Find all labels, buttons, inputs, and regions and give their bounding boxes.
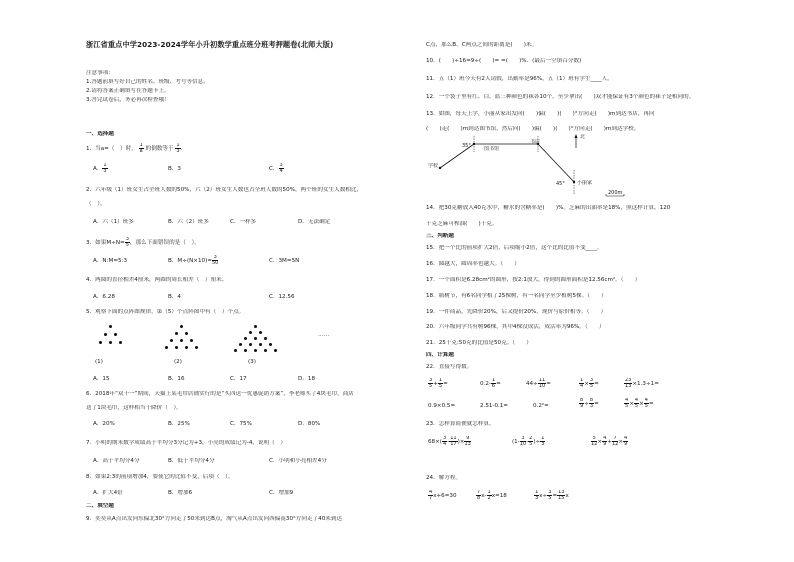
section-choice-heading: 一、选择题 (86, 131, 114, 137)
notice-item: 2.请将答案正确填写在答题卡上。 (86, 88, 170, 94)
option-c: C．小明和小亮相差4分 (269, 458, 327, 464)
section-judge-heading: 三、判断题 (426, 233, 454, 239)
label-home: 小丽家 (577, 180, 593, 186)
option-c: C．一样多 (230, 219, 257, 225)
option-d: D．18 (298, 376, 316, 382)
question-7: 7．小明的期末数学成绩高于平均分3分记为+3，小亮的成绩记为-4，说明（ ） (86, 440, 286, 446)
option-b: B．4 (168, 294, 181, 300)
fraction: $\frac{1}{a}$ (139, 143, 143, 154)
pattern-label: (2) (174, 359, 182, 365)
label-north: 北 (580, 134, 586, 140)
question-24: 24．解方程。 (426, 475, 462, 481)
dot-pattern-3 (238, 325, 278, 355)
option-c: C． $\frac{3}{4}$ (269, 163, 283, 174)
option-a: A．高于平均分4分 (93, 458, 140, 464)
question-3: 3．如果M÷N= $\frac{3}{5}$ ，那么下面错误的是（ ）。 (86, 237, 200, 248)
option-c: C．3M=5N (269, 258, 300, 264)
notice-heading: 注意事项: (86, 70, 111, 76)
label-angle-35: 35° (462, 143, 471, 149)
fraction: $\frac{1}{3}$ (176, 143, 180, 154)
pattern-label: (1) (95, 359, 103, 365)
equation-item: $\frac{4}{7}$ x+6=30 (429, 490, 457, 501)
simplify-item: (1- $\frac{3}{10}$ - $\frac{2}{5}$ )÷ $\frac{1}{3}$ (512, 436, 545, 447)
question-21: 21．25千克:50克的比值是50克。（ ） (426, 340, 532, 346)
question-1: 1．当a=（ ）时， $\frac{1}{a}$ 的倒数等于 $\frac{1}{3}$ . (86, 143, 183, 154)
option-c: C．增加9 (269, 490, 294, 496)
option-a: A．六（1）班多 (93, 219, 134, 225)
question-1-text: 1．当a=（ ）时， (86, 146, 137, 152)
calc-item: 2.51-0.1= (480, 403, 509, 409)
question-10: 10．( )÷16=9÷( )= =( )%．(最后一空填百分数) (426, 58, 582, 64)
calc-item: 44÷ $\frac{11}{10}$ = (526, 378, 551, 389)
option-a: A．6.28 (93, 294, 115, 300)
label-scale: 200m (608, 190, 623, 196)
option-b: B．增加6 (168, 490, 193, 496)
question-4: 4．两圆的直径相差4厘米，两圆的周长相差（ ）厘米。 (86, 277, 228, 283)
label-angle-45: 45° (556, 181, 565, 187)
section-fill-heading: 二、填空题 (86, 503, 114, 509)
question-15: 15．把一个比的前项扩大2倍，后项缩小2倍，这个比的比值不变____。 (426, 245, 603, 251)
calc-item: 0.2- $\frac{1}{6}$ = (480, 378, 501, 389)
label-library: 图书馆 (484, 146, 500, 152)
option-b: B．3 (168, 166, 181, 172)
question-23: 23．怎样算简便就怎样算。 (426, 421, 495, 427)
calc-item: $\frac{3}{5}$ + $\frac{1}{5}$ = (429, 378, 448, 389)
question-18: 18．瓶树节，有6名同学植了25棵树，有一名同学至少植树5棵。（ ） (426, 293, 607, 299)
question-9-continued: C点，那么B、C两点之间的距离是( )米。 (426, 42, 538, 48)
question-2-line2: （ ）。 (86, 201, 106, 207)
question-16: 16．圆越大，圆周率也越大。（ ） (426, 261, 520, 267)
option-c: C．17 (230, 376, 247, 382)
question-8: 8．如果2:3的前项增加4，要使它的比值不变，后项（ ）。 (86, 474, 234, 480)
equation-item: $\frac{7}{8}$ x- $\frac{1}{2}$ x=18 (477, 490, 507, 501)
calc-item: 0.9×0.5= (428, 403, 456, 409)
option-b: B．16 (168, 376, 185, 382)
option-a: A．20% (93, 421, 115, 427)
route-bookstore-home (538, 144, 574, 182)
option-d: D．无法确定 (298, 219, 331, 225)
calc-item: 0.2²= (533, 403, 549, 409)
ellipsis: …… (318, 332, 330, 338)
option-a: A． $\frac{1}{3}$ (93, 163, 107, 174)
calc-item: $\frac{1}{4}$ × $\frac{3}{5}$ = (580, 378, 599, 389)
question-13-line2: ( )走( )m到达图书馆，然后向( )偏( )( )°方向走( )m到达学校。 (426, 126, 640, 132)
question-2: 2．六年级（1）班女生占全班人数的50%，六（2）班女生人数也占全班人数的50%，两个班的女生人数相比， (86, 187, 363, 193)
question-14-line2: 千克芝麻可榨油( )千克。 (426, 221, 498, 227)
label-bookstore: 书店 (530, 139, 541, 145)
question-12: 12．一个袋子里有红、白、蓝三种颜色的袜各10个，至少拿出( )双才能保证有3个颜色的袜子是相同的。 (426, 94, 695, 100)
question-6: 6．2018年“双十一”期间，天猫上某毛巾店铺实行的是“买四送一优惠促销方案”，李老师买了4块毛巾，商店 (86, 391, 354, 397)
dot-pattern-2 (168, 325, 198, 353)
notice-item: 1.答题前填写好自己的姓名、班级、考号等信息。 (86, 79, 209, 85)
dot-pattern-1 (101, 325, 121, 345)
option-b: B．低于平均分4分 (168, 458, 215, 464)
option-a: A．扩大4倍 (93, 490, 123, 496)
exam-title: 浙江省重点中学2023-2024学年小升初数学重点班分班考押题卷(北师大版) (86, 40, 334, 49)
option-b: B．六（2）班多 (168, 219, 209, 225)
question-6-line2: 送了1块毛巾，这样相当于降价（ ）。 (86, 405, 182, 411)
pattern-label: (3) (248, 359, 256, 365)
simplify-item: $\frac{5}{12}$ × $\frac{4}{9}$ + $\frac{7}{12}$ × $\frac{4}{9}$ (591, 436, 628, 447)
question-5: 5．观察下面的点阵图规律，第（5）个点阵图中有（ ）个点。 (86, 309, 245, 315)
option-c: C．12.56 (269, 294, 295, 300)
question-13: 13．如图，每天上学，小丽从家出发向( )偏( )( )°方向走( )m到达书店，再向 (426, 111, 655, 117)
question-9: 9．奕奕从A点出发向东偏北30°方向走了50米到达B点，淘气从A点出发向西偏南30°方向走了40米到达 (86, 516, 343, 522)
calc-item: $\frac{23}{13}$ ×1.3÷1= (625, 378, 659, 389)
question-20: 20．六年级同学共有树96棵，其中4棵没成活，成活率为96%。（ ） (426, 324, 605, 330)
question-22: 22．直接写得数。 (426, 364, 473, 370)
equation-item: $\frac{1}{3}$ x÷ $\frac{3}{5}$ = $\frac{13}{15}$ x (535, 490, 569, 501)
option-a: A．15 (93, 376, 110, 382)
option-c: C．75% (230, 421, 252, 427)
calc-item: $\frac{4}{5}$ × $\frac{4}{5}$ × $\frac{4}{5}$ = (625, 398, 654, 409)
question-17: 17．一个面积是6.28cm²的圆形，按2:1放大，得到的圆形面积是12.56cm²。（ ） (426, 277, 641, 283)
section-calc-heading: 四、计算题 (426, 352, 454, 358)
question-14: 14．把30克糖放入40克水中，糖水的含糖率是( )%。芝麻的出油率是18%，照这样计算，120 (426, 205, 671, 211)
label-school: 学校 (428, 163, 439, 169)
question-19: 19．一件商品，先降价20%，后又提价20%，现价与原价相等。（ ） (426, 309, 607, 315)
question-1-tail: 的倒数等于 (145, 146, 174, 152)
question-11: 11．五（1）班今天有2人请假，出勤率是96%，五（1）班有学生____人。 (426, 76, 613, 82)
option-b: B．M÷(N×10)= $\frac{3}{50}$ (168, 255, 219, 266)
simplify-item: 68×( $\frac{3}{4}$ - $\frac{11}{17}$ )× $\frac{9}{13}$ (428, 436, 471, 447)
option-a: A．N:M=5:3 (93, 258, 128, 264)
option-d: D．80% (298, 421, 321, 427)
notice-item: 3.答完试卷后，务必再次检查哦！ (86, 97, 170, 103)
calc-item: $\frac{8}{9}$ ÷ $\frac{8}{3}$ = (580, 398, 599, 409)
option-b: B．25% (168, 421, 190, 427)
